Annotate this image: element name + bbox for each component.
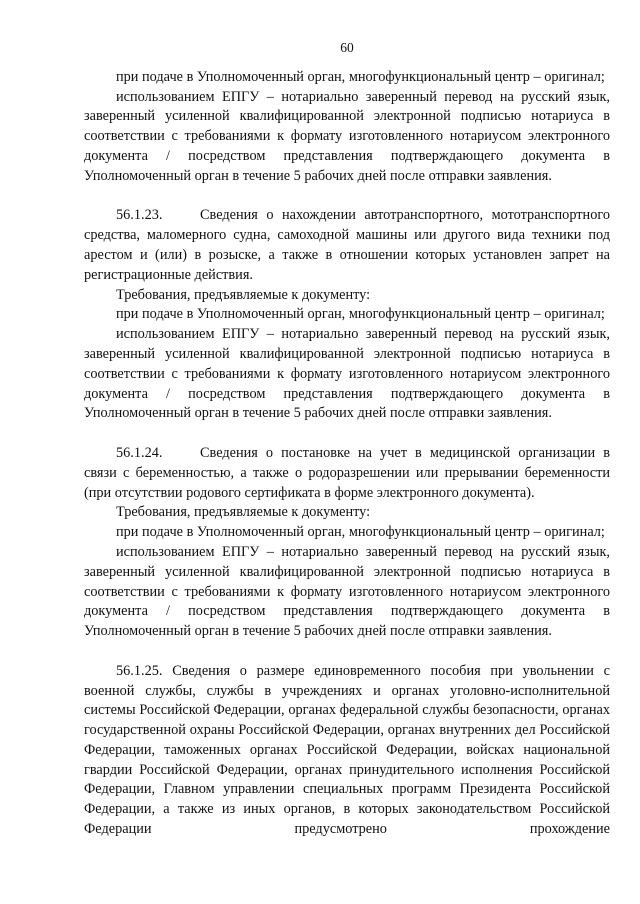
section-number: 56.1.23. <box>116 207 163 224</box>
section-56-1-23-submission: при подаче в Уполномоченный орган, многофункциональный центр – оригинал; <box>116 306 605 323</box>
spacer <box>84 187 610 207</box>
section-56-1-23-heading <box>84 206 610 285</box>
intro-paragraph-submission: при подаче в Уполномоченный орган, многофункциональный центр – оригинал; <box>116 68 605 85</box>
section-text: Сведения о постановке на учет в медицинской организации в связи с беременностью, а также о родоразрешении или прерывании беременности (при отсутствии родового сертификата в форме электронного документа). <box>84 444 610 501</box>
spacer <box>84 424 610 444</box>
section-text: Сведения о размере единовременного пособия при увольнении с военной службы, службы в учреждениях и органах уголовно-исполнительной системы Российской Федерации, органах федеральной службы безопасности, органах государственной охраны Российской Федерации, органах внутренних дел Российской Федерации, таможенных органах Российской Федерации, войсках национальной гвардии Российской Федерации, органах принудительного исполнения Российской Федерации, Главном управлении специальных программ Президента Российской Федерации, а также из иных органов, в которых законодательством Российской Федерации предусмотрено прохождение <box>84 662 610 838</box>
section-56-1-24-epgu: использованием ЕПГУ – нотариально заверенный перевод на русский язык, заверенный усиленной квалифицированной электронной подписью нотариуса в соответствии с требованиями к формату изготовленного нотариусом электронного документа / посредством представления подтверждающего документа в Уполномоченный орган в течение 5 рабочих дней после отправки заявления. <box>84 543 610 640</box>
section-56-1-24-heading <box>84 444 610 503</box>
section-number: 56.1.25. <box>116 662 163 679</box>
section-number: 56.1.24. <box>116 444 163 461</box>
section-text: Сведения о нахождении автотранспортного, мототранспортного средства, маломерного судна, самоходной машины или другого вида техники под арестом и (или) в розыске, а также в отношении которых установлен запрет на регистрационные действия. <box>84 207 610 283</box>
section-56-1-25-heading <box>84 662 610 840</box>
section-56-1-24-requirements: Требования, предъявляемые к документу: <box>116 504 371 521</box>
section-56-1-23-requirements: Требования, предъявляемые к документу: <box>116 286 371 303</box>
page-number: 60 <box>340 40 354 55</box>
section-56-1-23-epgu: использованием ЕПГУ – нотариально заверенный перевод на русский язык, заверенный усиленной квалифицированной электронной подписью нотариуса в соответствии с требованиями к формату изготовленного нотариусом электронного документа / посредством представления подтверждающего документа в Уполномоченный орган в течение 5 рабочих дней после отправки заявления. <box>84 326 610 422</box>
intro-paragraph-epgu: использованием ЕПГУ – нотариально заверенный перевод на русский язык, заверенный усиленной квалифицированной электронной подписью нотариуса в соответствии с требованиями к формату изготовленного нотариусом электронного документа / посредством представления подтверждающего документа в Уполномоченный орган в течение 5 рабочих дней после отправки заявления. <box>84 88 610 184</box>
spacer <box>84 642 610 662</box>
section-56-1-24-submission: при подаче в Уполномоченный орган, многофункциональный центр – оригинал; <box>116 524 605 541</box>
